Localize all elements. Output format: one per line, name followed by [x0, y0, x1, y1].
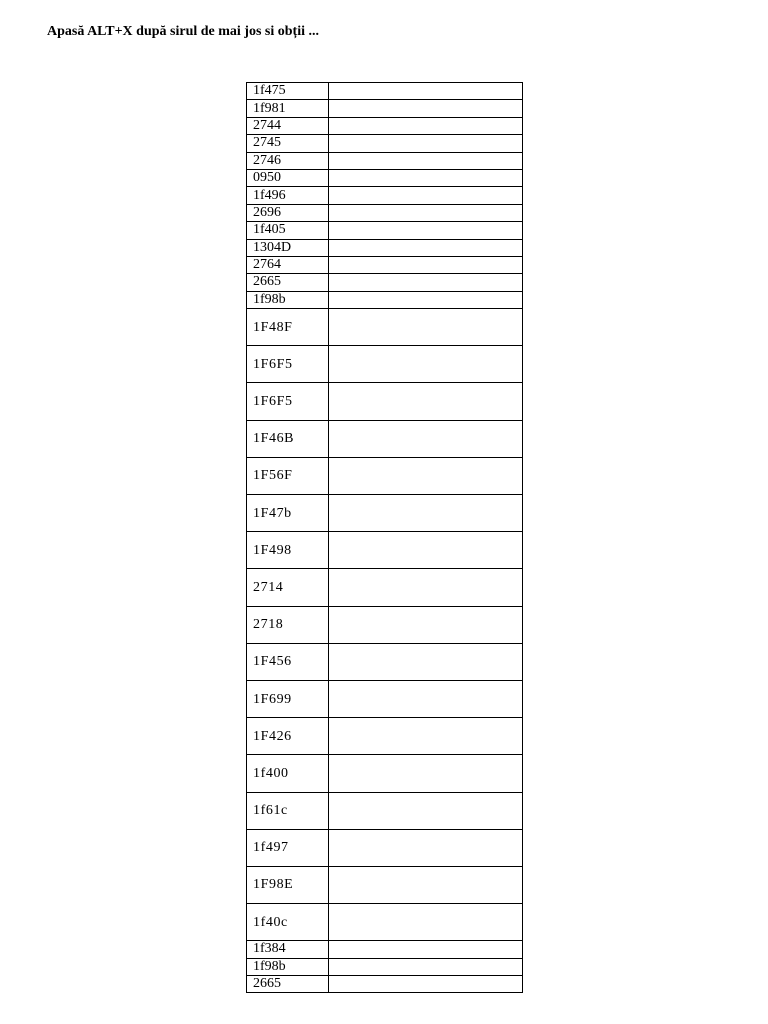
unicode-code-cell: 2665 [247, 976, 329, 993]
unicode-code-cell: 1F98E [247, 866, 329, 903]
table-row [247, 495, 523, 532]
unicode-code-cell: 0950 [247, 169, 329, 186]
unicode-codes-table [246, 82, 523, 993]
table-row [247, 792, 523, 829]
result-cell[interactable] [329, 135, 523, 152]
result-cell[interactable] [329, 291, 523, 308]
result-cell[interactable] [329, 222, 523, 239]
result-cell[interactable] [329, 383, 523, 420]
unicode-code-cell: 1f40c [247, 904, 329, 941]
unicode-code-cell: 1F426 [247, 718, 329, 755]
table-row [247, 866, 523, 903]
result-cell[interactable] [329, 755, 523, 792]
table-row [247, 274, 523, 291]
result-cell[interactable] [329, 606, 523, 643]
table-row [247, 256, 523, 273]
table-row [247, 569, 523, 606]
result-cell[interactable] [329, 239, 523, 256]
unicode-code-cell: 1304D [247, 239, 329, 256]
table-row [247, 755, 523, 792]
unicode-code-cell: 1F498 [247, 532, 329, 569]
unicode-code-cell: 2764 [247, 256, 329, 273]
result-cell[interactable] [329, 829, 523, 866]
unicode-code-cell: 2714 [247, 569, 329, 606]
table-row [247, 532, 523, 569]
unicode-code-cell: 1f61c [247, 792, 329, 829]
unicode-code-cell: 1F456 [247, 643, 329, 680]
result-cell[interactable] [329, 204, 523, 221]
table-row [247, 383, 523, 420]
unicode-code-cell: 1f496 [247, 187, 329, 204]
table-row [247, 976, 523, 993]
codes-table-body [247, 83, 523, 993]
table-row [247, 117, 523, 134]
unicode-code-cell: 2718 [247, 606, 329, 643]
table-row [247, 941, 523, 958]
unicode-code-cell: 2745 [247, 135, 329, 152]
result-cell[interactable] [329, 117, 523, 134]
table-row [247, 135, 523, 152]
unicode-code-cell: 1F48F [247, 309, 329, 346]
result-cell[interactable] [329, 941, 523, 958]
result-cell[interactable] [329, 976, 523, 993]
unicode-code-cell: 1F6F5 [247, 346, 329, 383]
unicode-code-cell: 1f384 [247, 941, 329, 958]
result-cell[interactable] [329, 169, 523, 186]
result-cell[interactable] [329, 495, 523, 532]
unicode-code-cell: 1f400 [247, 755, 329, 792]
unicode-code-cell: 2696 [247, 204, 329, 221]
result-cell[interactable] [329, 904, 523, 941]
result-cell[interactable] [329, 100, 523, 117]
table-row [247, 291, 523, 308]
page-heading: Apasă ALT+X după sirul de mai jos si obții ... [47, 24, 319, 39]
table-row [247, 904, 523, 941]
table-row [247, 187, 523, 204]
result-cell[interactable] [329, 256, 523, 273]
unicode-code-cell: 1F6F5 [247, 383, 329, 420]
table-row [247, 958, 523, 975]
unicode-code-cell: 1f475 [247, 83, 329, 100]
table-row [247, 239, 523, 256]
unicode-code-cell: 1f497 [247, 829, 329, 866]
result-cell[interactable] [329, 187, 523, 204]
result-cell[interactable] [329, 680, 523, 717]
unicode-code-cell: 1f98b [247, 291, 329, 308]
unicode-code-cell: 2746 [247, 152, 329, 169]
unicode-code-cell: 1f981 [247, 100, 329, 117]
table-row [247, 222, 523, 239]
table-row [247, 606, 523, 643]
result-cell[interactable] [329, 346, 523, 383]
table-row [247, 457, 523, 494]
result-cell[interactable] [329, 569, 523, 606]
unicode-code-cell: 1F47b [247, 495, 329, 532]
unicode-code-cell: 1f405 [247, 222, 329, 239]
table-row [247, 346, 523, 383]
result-cell[interactable] [329, 532, 523, 569]
unicode-code-cell: 1f98b [247, 958, 329, 975]
table-row [247, 420, 523, 457]
unicode-code-cell: 2665 [247, 274, 329, 291]
result-cell[interactable] [329, 643, 523, 680]
unicode-code-cell: 1F46B [247, 420, 329, 457]
unicode-code-cell: 1F699 [247, 680, 329, 717]
result-cell[interactable] [329, 866, 523, 903]
result-cell[interactable] [329, 457, 523, 494]
result-cell[interactable] [329, 792, 523, 829]
unicode-code-cell: 1F56F [247, 457, 329, 494]
result-cell[interactable] [329, 420, 523, 457]
table-row [247, 309, 523, 346]
table-row [247, 169, 523, 186]
result-cell[interactable] [329, 718, 523, 755]
result-cell[interactable] [329, 958, 523, 975]
table-row [247, 643, 523, 680]
result-cell[interactable] [329, 274, 523, 291]
table-row [247, 100, 523, 117]
result-cell[interactable] [329, 309, 523, 346]
table-row [247, 204, 523, 221]
table-row [247, 152, 523, 169]
table-row [247, 829, 523, 866]
unicode-code-cell: 2744 [247, 117, 329, 134]
table-row [247, 83, 523, 100]
table-row [247, 718, 523, 755]
table-row [247, 680, 523, 717]
result-cell[interactable] [329, 83, 523, 100]
result-cell[interactable] [329, 152, 523, 169]
